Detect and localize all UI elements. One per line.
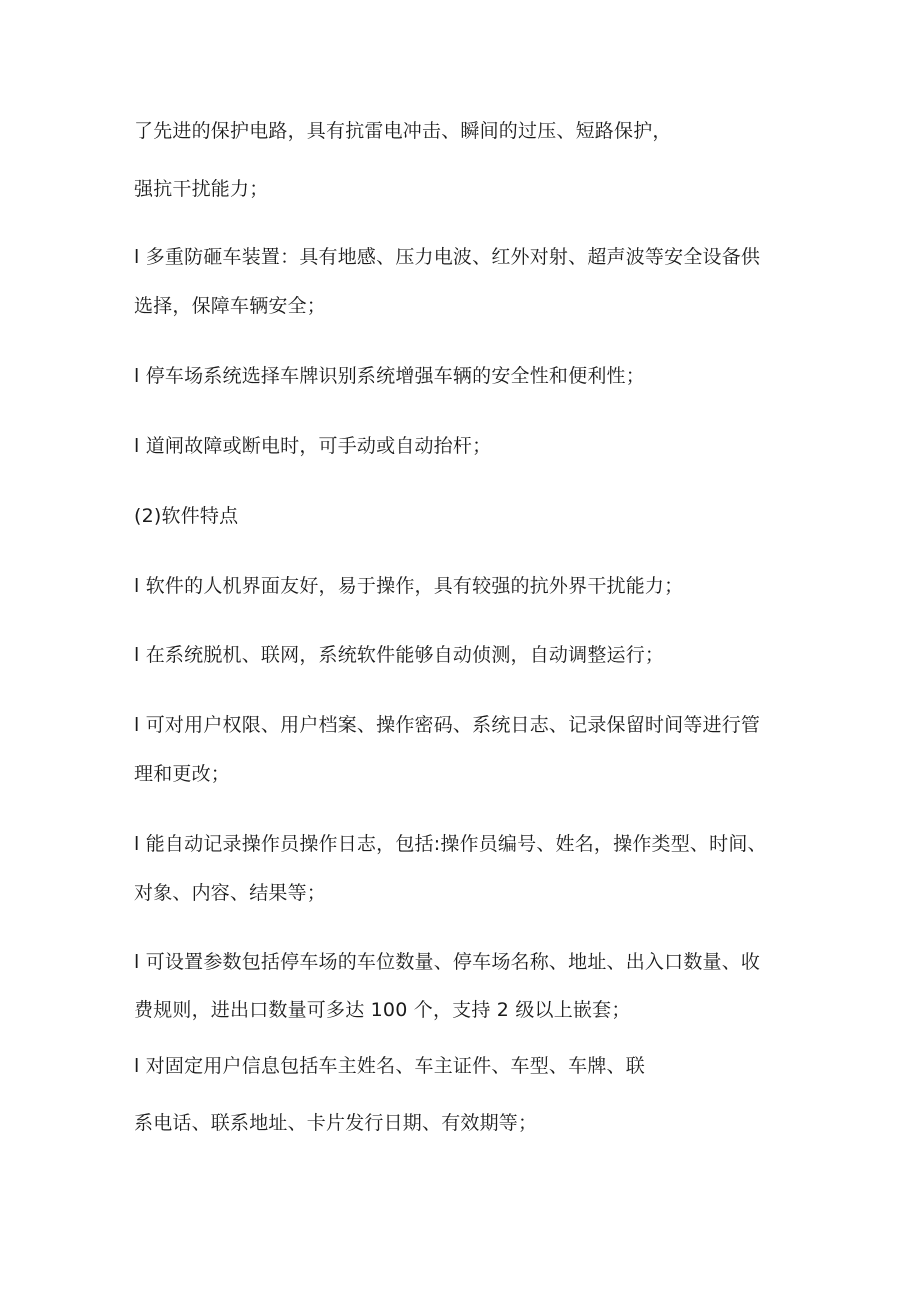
- text-line: 选择，保障车辆安全；: [134, 295, 327, 317]
- text-line: 强抗干扰能力；: [134, 178, 269, 200]
- text-line: l 软件的人机界面友好，易于操作，具有较强的抗外界干扰能力；: [134, 575, 684, 597]
- text-line: l 对固定用户信息包括车主姓名、车主证件、车型、车牌、联: [134, 1055, 645, 1077]
- text-line: 系电话、联系地址、卡片发行日期、有效期等；: [134, 1112, 538, 1134]
- text-line: 理和更改；: [134, 763, 231, 785]
- text-line: 对象、内容、结果等；: [134, 882, 327, 904]
- text-line: l 道闸故障或断电时，可手动或自动抬杆；: [134, 435, 492, 457]
- text-line: l 在系统脱机、联网，系统软件能够自动侦测，自动调整运行；: [134, 644, 665, 666]
- text-line: l 多重防砸车装置：具有地感、压力电波、红外对射、超声波等安全设备供: [134, 246, 761, 268]
- text-line: 费规则，进出口数量可多达 100 个，支持 2 级以上嵌套；: [134, 999, 631, 1021]
- text-line: l 能自动记录操作员操作日志，包括:操作员编号、姓名，操作类型、时间、: [134, 833, 767, 855]
- section-heading: (2)软件特点: [134, 505, 239, 527]
- text-line: l 可对用户权限、用户档案、操作密码、系统日志、记录保留时间等进行管: [134, 714, 761, 736]
- text-line: l 可设置参数包括停车场的车位数量、停车场名称、地址、出入口数量、收: [134, 951, 761, 973]
- text-line: 了先进的保护电路，具有抗雷电冲击、瞬间的过压、短路保护，: [134, 120, 672, 142]
- text-line: l 停车场系统选择车牌识别系统增强车辆的安全性和便利性；: [134, 365, 645, 387]
